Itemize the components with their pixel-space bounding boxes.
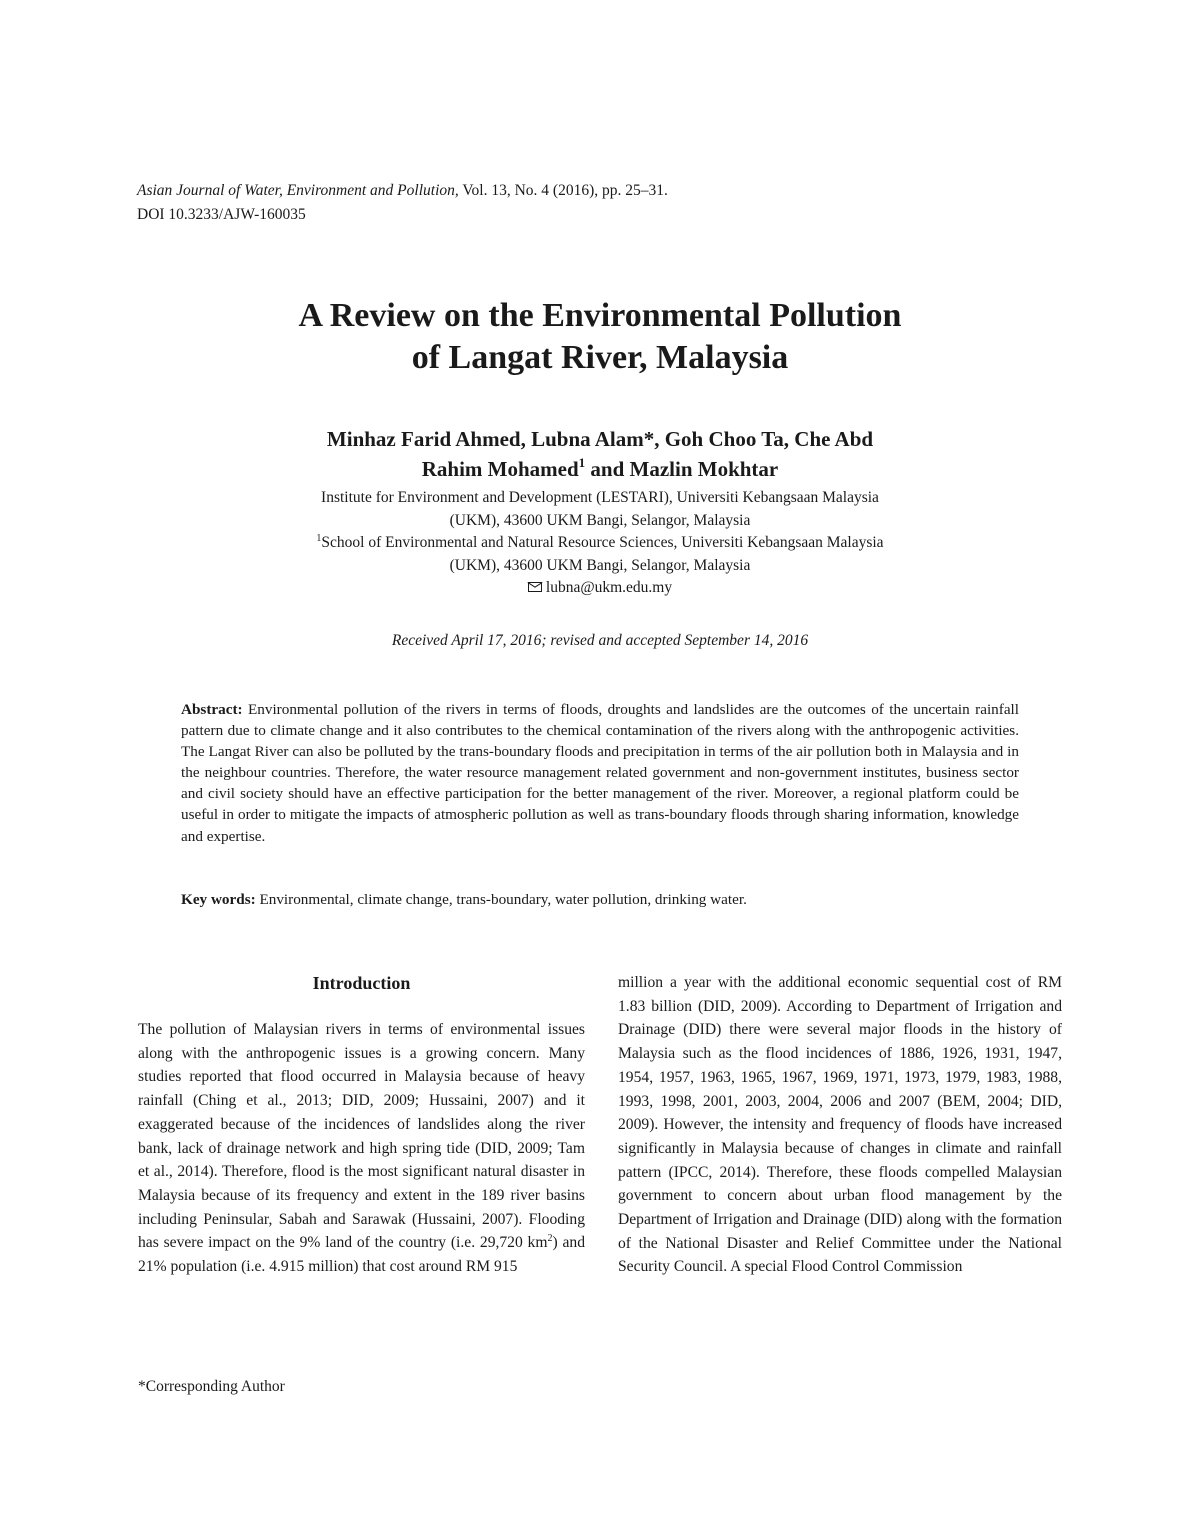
authors-line-2a: Rahim Mohamed (421, 457, 579, 481)
journal-citation (137, 180, 668, 201)
section-heading-introduction: Introduction (312, 973, 411, 993)
author-list (200, 424, 1000, 484)
authors-line-1: Minhaz Farid Ahmed, Lubna Alam*, Goh Choo Ta, Che Abd (326, 427, 874, 451)
corresponding-author-footnote: *Corresponding Author (138, 1378, 285, 1395)
affiliation-2-marker: 1 (316, 533, 322, 544)
authors-line-2b: and Mazlin Mokhtar (585, 457, 779, 481)
intro-left-text-a: The pollution of Malaysian rivers in terms of environmental issues along with the anthropogenic issues is a growing concern. Many studies reported that flood occurred in Malaysia because of heavy rainfall (Ching et al., 2013; DID, 2009; Hussaini, 2007) and it exaggerated because of the incidences of landslides along the river bank, lack of drainage network and high spring tide (DID, 2009; Tam et al., 2014). Therefore, flood is the most significant natural disaster in Malaysia because of its frequency and extent in the 189 river basins including Peninsular, Sabah and Sarawak (Hussaini, 2007). Flooding has severe impact on the 9% land of the country (i.e. 29,720 km (138, 1021, 585, 1252)
title-line-2: of Langat River, Malaysia (411, 339, 789, 376)
keywords-text: Environmental, climate change, trans-boundary, water pollution, drinking water. (255, 891, 747, 908)
abstract-label: Abstract: (181, 701, 243, 718)
envelope-icon (528, 582, 542, 592)
author-affiliation-marker: 1 (578, 455, 586, 470)
introduction-right-column: million a year with the additional economic sequential cost of RM 1.83 billion (DID, 2009). According to Department of Irrigation and Drainage (DID) there were several major floods in the history of Malaysia such as the flood incidences of 1886, 1926, 1931, 1947, 1954, 1957, 1963, 1965, 1967, 1969, 1971, 1973, 1979, 1983, 1988, 1993, 1998, 2001, 2003, 2004, 2006 and 2007 (BEM, 2004; DID, 2009). However, the intensity and frequency of floods have increased significantly in Malaysia because of changes in climate and rainfall pattern (IPCC, 2014). Therefore, these floods compelled Malaysian government to concern about urban flood management by the Department of Irrigation and Drainage (DID) along with the formation of the National Disaster and Relief Committee under the National Security Council. A special Flood Control Commission (618, 974, 1062, 1276)
paper-title (150, 295, 1050, 379)
abstract-text: Environmental pollution of the rivers in terms of floods, droughts and landslides are the outcomes of the uncertain rainfall pattern due to climate change and it also contributes to the chemical contamination of the rivers along with the anthropogenic activities. The Langat River can also be polluted by the trans-boundary floods and precipitation in terms of the air pollution both in Malaysia and in the neighbour countries. Therefore, the water resource management related government and non-government institutes, business sector and civil society should have an effective participation for the better management of the river. Moreover, a regional platform could be useful in order to mitigate the impacts of atmospheric pollution as well as trans-boundary floods through sharing information, knowledge and expertise. (181, 701, 1019, 845)
affiliation-2-line-1: School of Environmental and Natural Resource Sciences, Universiti Kebangsaan Malaysia (321, 534, 884, 551)
km-squared-superscript: 2 (547, 1233, 553, 1245)
affiliation-2-line-2: (UKM), 43600 UKM Bangi, Selangor, Malaysia (449, 556, 751, 574)
keywords (181, 889, 1019, 910)
abstract (181, 699, 1019, 847)
affiliations (200, 487, 1000, 600)
affiliation-1-line-1: Institute for Environment and Development (LESTARI), Universiti Kebangsaan Malaysia (321, 489, 879, 506)
intro-left-text-b: ) and 21% population (i.e. 4.915 million) that cost around RM 915 (138, 1234, 585, 1276)
doi: DOI 10.3233/AJW-160035 (137, 206, 306, 223)
keywords-label: Key words: (181, 891, 256, 908)
title-line-1: A Review on the Environmental Pollution (298, 297, 902, 334)
received-dates: Received April 17, 2016; revised and accepted September 14, 2016 (391, 632, 809, 649)
introduction-left-column (138, 1018, 585, 1279)
affiliation-1-line-2: (UKM), 43600 UKM Bangi, Selangor, Malaysia (449, 511, 751, 529)
volume-pages: Vol. 13, No. 4 (2016), pp. 25–31. (458, 182, 668, 199)
corresponding-email[interactable]: lubna@ukm.edu.my (545, 579, 673, 596)
journal-name: Asian Journal of Water, Environment and Pollution, (137, 182, 459, 199)
